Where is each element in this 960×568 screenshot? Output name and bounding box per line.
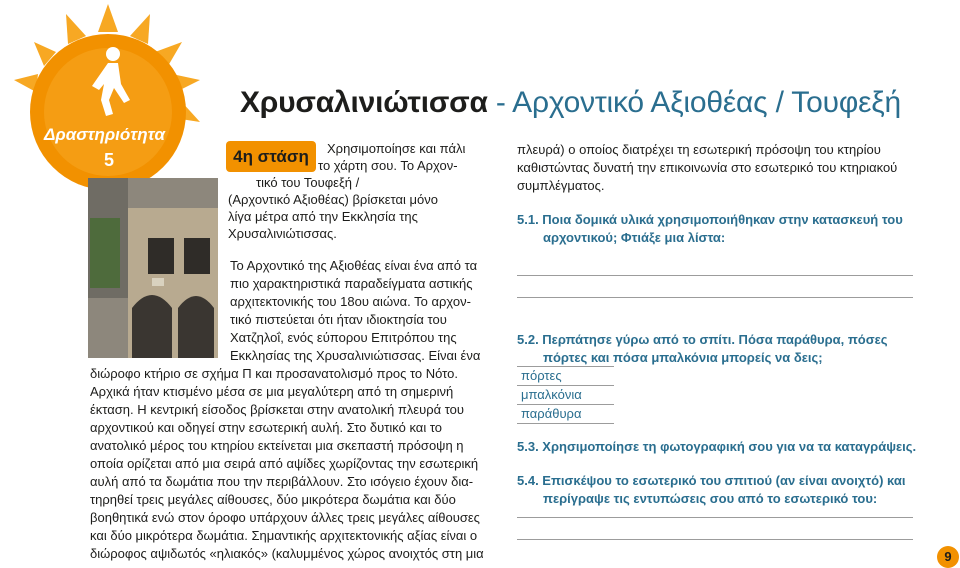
body-line: ανατολικό μέρος του κτηρίου εκτείνεται μια σκεπαστή πρόσοψη η (90, 438, 464, 453)
body-line: πιο χαρακτηριστικά παραδείγματα αστικής (230, 276, 473, 291)
body-line: αρχιτεκτονικής του 18ου αιώνα. Το αρχον- (230, 294, 471, 309)
body-line: και δύο μικρότερα δωμάτια. Σημαντικής αρχιτεκτονικής αξίας είναι ο (90, 528, 478, 543)
body-line: αυλή από τα δωμάτια που την περιβάλλουν. Στο ισόγειο έχουν δια- (90, 474, 474, 489)
body-line: έκταση. Η κεντρική είσοδος βρίσκεται στην ανατολική πλευρά του (90, 402, 465, 417)
body-line: οποία ορίζεται από μια σειρά από αψίδες χωρίζοντας την εσωτερική (90, 456, 479, 471)
activity-badge (0, 0, 210, 200)
tally-row-doors[interactable]: πόρτες (517, 367, 614, 386)
body-line: Χατζηλοΐ, ενός εύπορου Επιτρόπου της (230, 330, 457, 345)
title-main: Χρυσαλινιώτισσα (240, 86, 488, 119)
intro-line-3: τικό του Τουφεξή / (256, 175, 360, 190)
question-5-1-cont: αρχοντικού; Φτιάξε μια λίστα: (543, 230, 726, 245)
body-line: αρχοντικού και οδηγεί στην εσωτερική αυλή. Στο δυτικό και το (90, 420, 442, 435)
page-number: 9 (937, 546, 959, 568)
intro-line-4: (Αρχοντικό Αξιοθέας) βρίσκεται μόνο (228, 192, 438, 207)
body-line: διώροφος αψιδωτός «ηλιακός» (καλυμμένος χώρος ανοιχτός στη μια (90, 546, 484, 561)
answer-line[interactable] (517, 539, 913, 540)
right-text-line: συμπλέγματος. (517, 178, 605, 193)
body-line: Το Αρχοντικό της Αξιοθέας είναι ένα από τα (230, 258, 478, 273)
tally-row-windows[interactable]: παράθυρα (517, 405, 614, 424)
badge-number: 5 (104, 150, 115, 170)
body-line: Εκκλησίας της Χρυσαλινιώτισσας. Είναι ένα (230, 348, 481, 363)
intro-line-6: Χρυσαλινιώτισσας. (228, 226, 337, 241)
intro-line-5: λίγα μέτρα από την Εκκλησία της (228, 209, 418, 224)
question-5-1: 5.1. Ποια δομικά υλικά χρησιμοποιήθηκαν στην κατασκευή του (517, 212, 903, 227)
intro-line-1: Χρησιμοποίησε και πάλι (327, 141, 466, 156)
body-line: διώροφο κτήριο σε σχήμα Π και προσανατολισμό προς το Νότο. (90, 366, 458, 381)
answer-line[interactable] (517, 297, 913, 298)
tally-table (517, 366, 614, 424)
mansion-photo (88, 178, 218, 358)
body-line: Αρχικά ήταν κτισμένο μέσα σε μια μεγαλύτερη από τη σημερινή (90, 384, 454, 399)
question-5-4-cont: περίγραψε τις εντυπώσεις σου από το εσωτερικό του: (543, 491, 878, 506)
tally-row-balconies[interactable]: μπαλκόνια (517, 386, 614, 405)
right-text-line: καθιστώντας δυνατή την επικοινωνία στο εσωτερικό του κτηριακού (517, 160, 898, 175)
question-5-4: 5.4. Επισκέψου το εσωτερικό του σπιτιού (αν είναι ανοιχτό) και (517, 473, 906, 488)
question-5-2: 5.2. Περπάτησε γύρω από το σπίτι. Πόσα παράθυρα, πόσες (517, 332, 888, 347)
intro-line-2: το χάρτη σου. Το Αρχον- (318, 158, 458, 173)
body-line: βοηθητικά ενώ στον όροφο υπάρχουν άλλες τρεις μεγάλες αίθουσες (90, 510, 480, 525)
right-text-line: πλευρά) ο οποίος διατρέχει τη εσωτερική πρόσοψη του κτηρίου (517, 142, 881, 157)
stop-label: 4η στάση (226, 141, 316, 172)
answer-line[interactable] (517, 275, 913, 276)
badge-title: Δραστηριότητα (44, 125, 166, 144)
title-sub: - Αρχοντικό Αξιοθέας / Τουφεξή (487, 86, 901, 119)
answer-line[interactable] (517, 517, 913, 518)
page-title (240, 86, 901, 120)
question-5-2-cont: πόρτες και πόσα μπαλκόνια μπορείς να δεις; (543, 350, 823, 365)
body-line: τικό πιστεύεται ότι ήταν ιδιοκτησία του (230, 312, 447, 327)
question-5-3: 5.3. Χρησιμοποίησε τη φωτογραφική σου για να τα καταγράψεις. (517, 439, 917, 454)
body-line: τηρηθεί τρεις μεγάλες αίθουσες, δύο μικρότερα δωμάτια και δύο (90, 492, 456, 507)
